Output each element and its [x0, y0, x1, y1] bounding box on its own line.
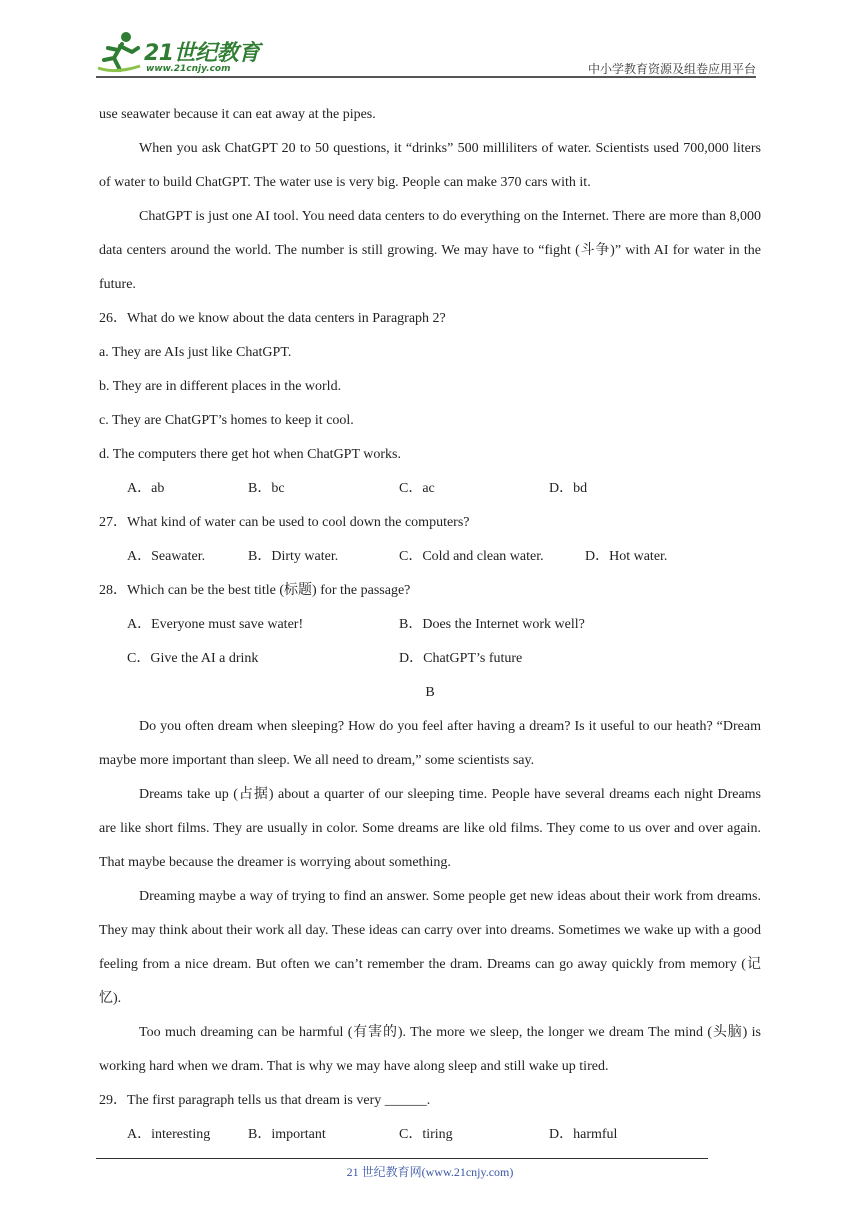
option-b: B．Does the Internet work well? — [399, 617, 585, 632]
logo-text: 21世纪教育 — [144, 41, 260, 66]
option-a: A．interesting — [127, 1127, 211, 1142]
passage-a-continuation: use seawater because it can eat away at the pipes. — [99, 107, 376, 122]
option-b: B．bc — [248, 481, 285, 496]
passage-a-paragraph: When you ask ChatGPT 20 to 50 questions, it “drinks” 500 milliliters of water. Scientists used 700,000 liters of water to build ChatGPT. The water use is very big. People can make 370 cars with it. — [99, 141, 761, 190]
document-body — [99, 98, 761, 1152]
header-divider — [96, 76, 756, 78]
option-a: A．Seawater. — [127, 549, 206, 564]
question-27-stem: 27．What kind of water can be used to cool down the computers? — [99, 515, 470, 530]
option-b: B．important — [248, 1127, 326, 1142]
question-28-options-row2 — [99, 642, 761, 676]
option-d: D．harmful — [549, 1127, 618, 1142]
option-d: D．ChatGPT’s future — [399, 651, 523, 666]
question-29-stem: 29．The first paragraph tells us that dream is very ______. — [99, 1093, 431, 1108]
statement-a: a. They are AIs just like ChatGPT. — [99, 345, 292, 360]
passage-b-label: B — [425, 685, 435, 700]
passage-b-paragraph: Dreaming maybe a way of trying to find an answer. Some people get new ideas about their work from dreams. They may think about their work all day. These ideas can carry over into dreams. Sometimes we wake up with a good feeling from a nice dream. But often we can’t remember the dram. Dreams can go away quickly from memory (记忆). — [99, 889, 761, 1006]
passage-a-paragraph: ChatGPT is just one AI tool. You need data centers to do everything on the Internet. There are more than 8,000 data centers around the world. The number is still growing. We may have to “fight (斗争)” with AI for water in the future. — [99, 209, 761, 292]
footer-text: 21 世纪教育网(www.21cnjy.com) — [346, 1165, 514, 1179]
option-b: B．Dirty water. — [248, 549, 339, 564]
passage-b-paragraph: Do you often dream when sleeping? How do you feel after having a dream? Is it useful to our heath? “Dream maybe more important than sleep. We all need to dream,” some scientists say. — [99, 719, 761, 768]
option-c: C．ac — [399, 481, 435, 496]
question-28-options-row1 — [99, 608, 761, 642]
question-26-stem: 26．What do we know about the data centers in Paragraph 2? — [99, 311, 446, 326]
option-c: C．tiring — [399, 1127, 453, 1142]
passage-b-paragraph: Too much dreaming can be harmful (有害的). The more we sleep, the longer we dream The mind (头脑) is working hard when we dram. That is why we may have along sleep and still wake up tired. — [99, 1025, 761, 1074]
question-28-stem: 28．Which can be the best title (标题) for the passage? — [99, 583, 411, 598]
question-26-options — [99, 472, 761, 506]
logo-url: www.21cnjy.com — [146, 64, 231, 74]
question-29-options — [99, 1118, 761, 1152]
page-header — [96, 30, 756, 78]
option-a: A．Everyone must save water! — [127, 617, 304, 632]
option-c: C．Cold and clean water. — [399, 549, 544, 564]
statement-c: c. They are ChatGPT’s homes to keep it cool. — [99, 413, 354, 428]
statement-b: b. They are in different places in the world. — [99, 379, 342, 394]
option-d: D．Hot water. — [585, 549, 668, 564]
question-27-options — [99, 540, 761, 574]
statement-d: d. The computers there get hot when ChatGPT works. — [99, 447, 401, 462]
option-a: A．ab — [127, 481, 165, 496]
option-d: D．bd — [549, 481, 588, 496]
header-platform-text: 中小学教育资源及组卷应用平台 — [587, 62, 756, 76]
footer-divider — [96, 1158, 708, 1159]
passage-b-paragraph: Dreams take up (占据) about a quarter of our sleeping time. People have several dreams each night Dreams are like short films. They are usually in color. Some dreams are like old films. They come to us over and over again. That maybe because the dreamer is worrying about something. — [99, 787, 761, 870]
option-c: C．Give the AI a drink — [127, 651, 259, 666]
